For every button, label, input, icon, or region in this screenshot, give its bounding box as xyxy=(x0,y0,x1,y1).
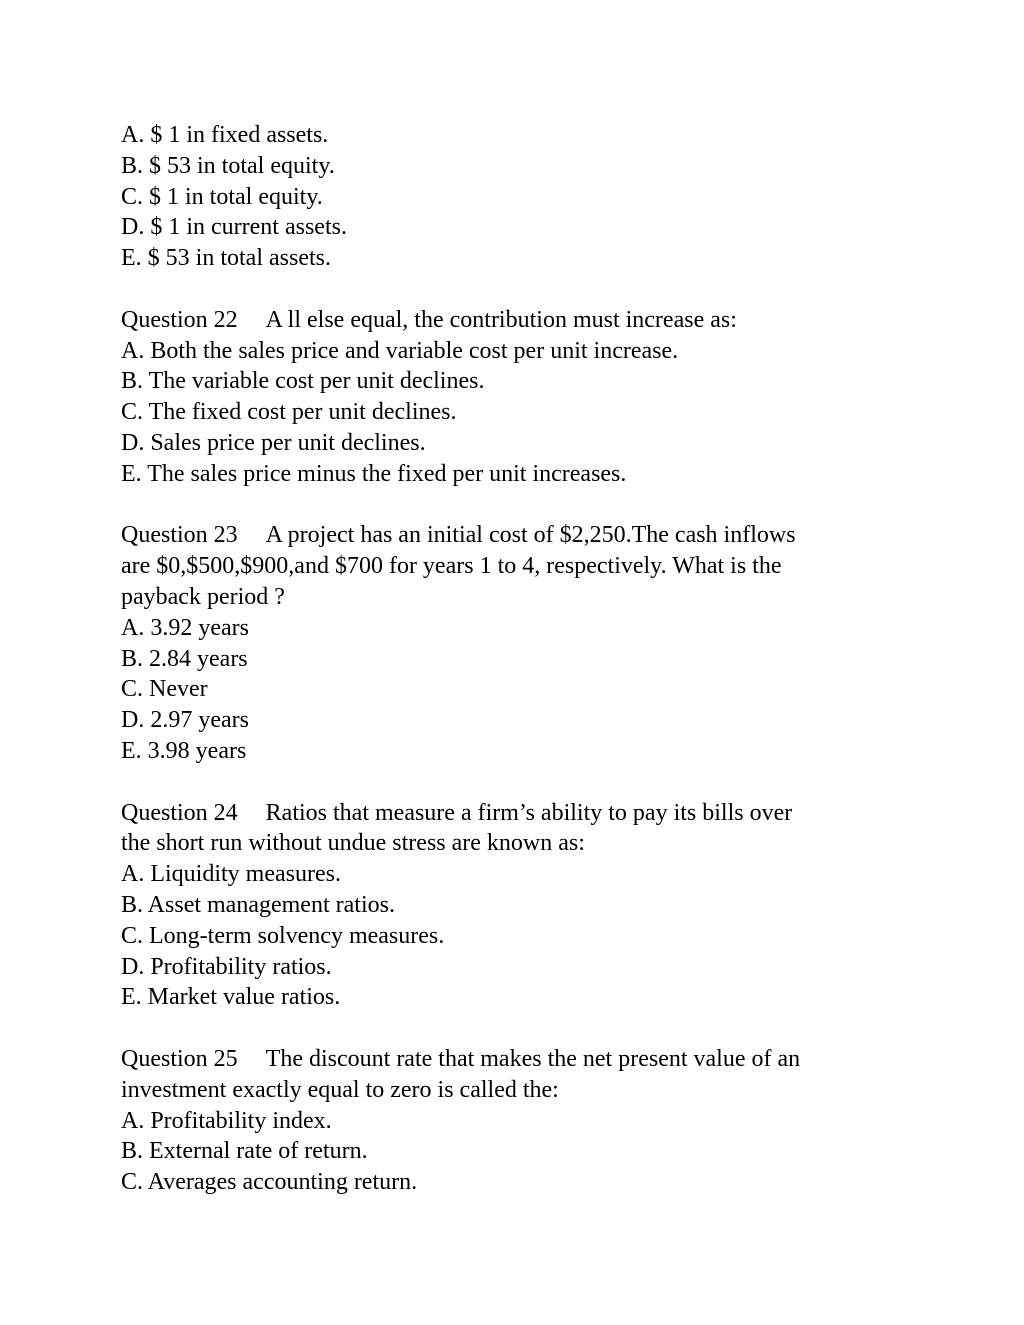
option-b: B. The variable cost per unit declines. xyxy=(121,368,485,395)
spacer xyxy=(121,767,901,798)
question-label: Question 23 xyxy=(121,522,238,549)
question-text-line: the short run without undue stress are known as: xyxy=(121,830,585,857)
option-a: A. 3.92 years xyxy=(121,614,249,641)
question-text-line: A project has an initial cost of $2,250.The cash inflows xyxy=(265,522,796,549)
question-text-line: investment exactly equal to zero is called the: xyxy=(121,1076,559,1103)
option-a: A. Profitability index. xyxy=(121,1107,332,1134)
question-23 xyxy=(121,520,901,766)
question-stem xyxy=(121,305,901,336)
question-stem xyxy=(121,798,901,829)
document-page xyxy=(121,120,901,1198)
question-label: Question 22 xyxy=(121,306,238,333)
spacer xyxy=(121,1013,901,1044)
option-e: E. $ 53 in total assets. xyxy=(121,245,331,272)
question-text-line: A ll else equal, the contribution must increase as: xyxy=(265,306,737,333)
option-b: B. $ 53 in total equity. xyxy=(121,152,335,179)
question-text-line: Ratios that measure a firm’s ability to pay its bills over xyxy=(265,799,793,826)
option-e: E. 3.98 years xyxy=(121,737,247,764)
question-text-line: The discount rate that makes the net present value of an xyxy=(265,1045,801,1072)
option-a: A. Both the sales price and variable cost per unit increase. xyxy=(121,337,679,364)
spacer xyxy=(121,490,901,521)
question-stem xyxy=(121,520,901,551)
question-text-line: are $0,$500,$900,and $700 for years 1 to 4, respectively. What is the xyxy=(121,553,782,580)
option-e: E. The sales price minus the fixed per unit increases. xyxy=(121,460,627,487)
question-stem xyxy=(121,1044,901,1075)
option-b: B. Asset management ratios. xyxy=(121,891,395,918)
option-e: E. Market value ratios. xyxy=(121,984,341,1011)
question-22 xyxy=(121,305,901,490)
question-label: Question 25 xyxy=(121,1045,238,1072)
option-b: B. 2.84 years xyxy=(121,645,248,672)
question-25 xyxy=(121,1044,901,1198)
option-a: A. $ 1 in fixed assets. xyxy=(121,122,329,148)
option-d: D. Sales price per unit declines. xyxy=(121,429,426,456)
question-label: Question 24 xyxy=(121,799,238,826)
prev-question-options xyxy=(121,120,901,274)
option-c: C. The fixed cost per unit declines. xyxy=(121,399,457,426)
option-c: C. $ 1 in total equity. xyxy=(121,183,323,210)
option-c: C. Long-term solvency measures. xyxy=(121,922,445,949)
option-d: D. 2.97 years xyxy=(121,707,249,734)
question-24 xyxy=(121,798,901,1014)
option-c: C. Averages accounting return. xyxy=(121,1169,418,1196)
option-c: C. Never xyxy=(121,676,208,703)
option-a: A. Liquidity measures. xyxy=(121,861,341,888)
spacer xyxy=(121,274,901,305)
option-d: D. $ 1 in current assets. xyxy=(121,214,347,241)
option-b: B. External rate of return. xyxy=(121,1138,368,1165)
option-d: D. Profitability ratios. xyxy=(121,953,332,980)
question-text-line: payback period ? xyxy=(121,583,285,610)
